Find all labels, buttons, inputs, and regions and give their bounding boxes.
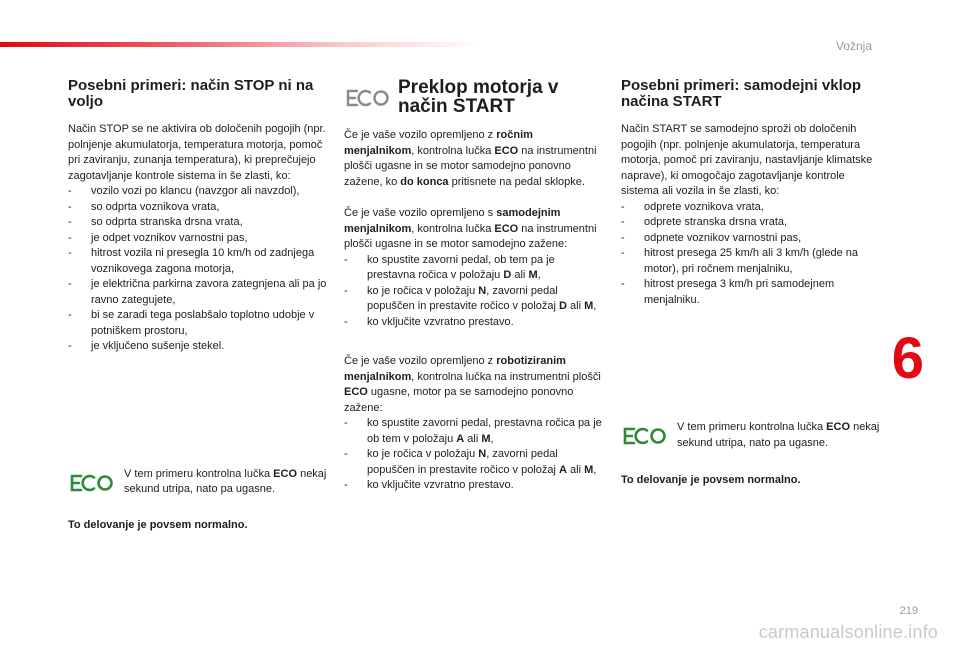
list-item: - ko je ročica v položaju N, zavorni pedal popuščen in prestavite ročico v položaj D ali M, (344, 284, 597, 312)
col3-intro: Način START se samodejno sproži ob določenih pogojih (npr. polnjenje akumulatorja, temperatura motorja, pomoč pri zaviranju, nastavljanje klimatske naprave), ki omogočajo zagotavljanje kontrole sistema ali vozila in še zlasti, ko: (621, 123, 873, 197)
col2-heading-row (344, 78, 604, 116)
list-item: - odpnete voznikov varnostni pas, (621, 231, 802, 244)
col2-automatic-list (344, 253, 604, 331)
list-item: - ko vključite vzvratno prestavo. (344, 479, 514, 491)
watermark: carmanualsonline.info (758, 622, 938, 642)
chapter-number: 6 (891, 326, 924, 391)
list-item: - ko vključite vzvratno prestavo. (344, 315, 514, 328)
list-item: - je odpet voznikov varnostni pas, (68, 231, 248, 244)
list-item: - vozilo vozi po klancu (navzgor ali navzdol), (68, 185, 300, 197)
list-item: - odprete stranska drsna vrata, (621, 216, 788, 228)
col1-eco-text: V tem primeru kontrolna lučka ECO nekaj sekund utripa, nato pa ugasne. (124, 467, 327, 495)
col2-heading: Preklop motorja v način START (398, 77, 559, 117)
list-item: - ko spustite zavorni pedal, prestavna ročica pa je ob tem v položaju A ali M, (344, 417, 602, 445)
eco-icon (68, 469, 114, 497)
col2-robotized-list (344, 416, 604, 494)
header-accent-bar (0, 42, 480, 47)
col3-heading: Posebni primeri: samodejni vklop načina START (621, 77, 862, 110)
col1-footer-note: To delovanje je povsem normalno. (68, 518, 248, 531)
col2-automatic-paragraph: Če je vaše vozilo opremljeno s samodejnim menjalnikom, kontrolna lučka ECO na instrumentni plošči ugasne in se motor samodejno zažene: (344, 207, 597, 250)
col1-heading: Posebni primeri: način STOP ni na voljo (68, 77, 314, 110)
section-title: Vožnja (835, 39, 872, 53)
page-number: 219 (899, 605, 918, 617)
list-item: - ko spustite zavorni pedal, ob tem pa je prestavna ročica v položaju D ali M, (344, 253, 555, 281)
list-item: - je električna parkirna zavora zategnjena ali pa jo ravno zategujete, (68, 278, 327, 306)
col3-eco-text: V tem primeru kontrolna lučka ECO nekaj sekund utripa, nato pa ugasne. (677, 421, 880, 449)
column-stop-unavailable (68, 78, 328, 533)
list-item: - so odprta stranska drsna vrata, (68, 216, 243, 228)
eco-icon (344, 84, 390, 112)
col1-eco-note (68, 467, 328, 498)
col3-footer-note: To delovanje je povsem normalno. (621, 474, 801, 486)
col2-manual-paragraph: Če je vaše vozilo opremljeno z ročnim menjalnikom, kontrolna lučka ECO na instrumentni plošči ugasne in se motor samodejno ponovno zažene, ko do konca pritisnete na pedal sklopke. (344, 129, 597, 188)
list-item: - hitrost presega 3 km/h pri samodejnem menjalniku. (621, 278, 835, 306)
col3-bullet-list (621, 200, 883, 309)
column-start-mode (344, 78, 604, 494)
list-item: - ko je ročica v položaju N, zavorni pedal popuščen in prestavite ročico v položaj A ali M, (344, 448, 597, 476)
list-item: - je vključeno sušenje stekel. (68, 340, 225, 352)
eco-icon (621, 422, 667, 450)
list-item: - so odprta voznikova vrata, (68, 200, 220, 213)
col3-eco-note (621, 420, 883, 451)
list-item: - hitrost presega 25 km/h ali 3 km/h (glede na motor), pri ročnem menjalniku, (621, 247, 859, 275)
col1-intro: Način STOP se ne aktivira ob določenih pogojih (npr. polnjenje akumulatorja, temperatura motorja, pomoč pri zaviranju, zunanja temperatura), ki preprečujejo zagotavljanje kontrole sistema in še zlasti, ko: (68, 123, 326, 182)
list-item: - odprete voznikova vrata, (621, 200, 764, 213)
col1-bullet-list (68, 184, 328, 355)
col2-robotized-paragraph: Če je vaše vozilo opremljeno z robotiziranim menjalnikom, kontrolna lučka na instrumentni plošči ECO ugasne, motor pa se samodejno ponovno zažene: (344, 355, 601, 414)
list-item: - bi se zaradi tega poslabšalo toplotno udobje v potniškem prostoru, (68, 309, 315, 337)
list-item: - hitrost vozila ni presegla 10 km/h od zadnjega voznikovega zagona motorja, (68, 247, 315, 275)
column-auto-start (621, 78, 883, 489)
